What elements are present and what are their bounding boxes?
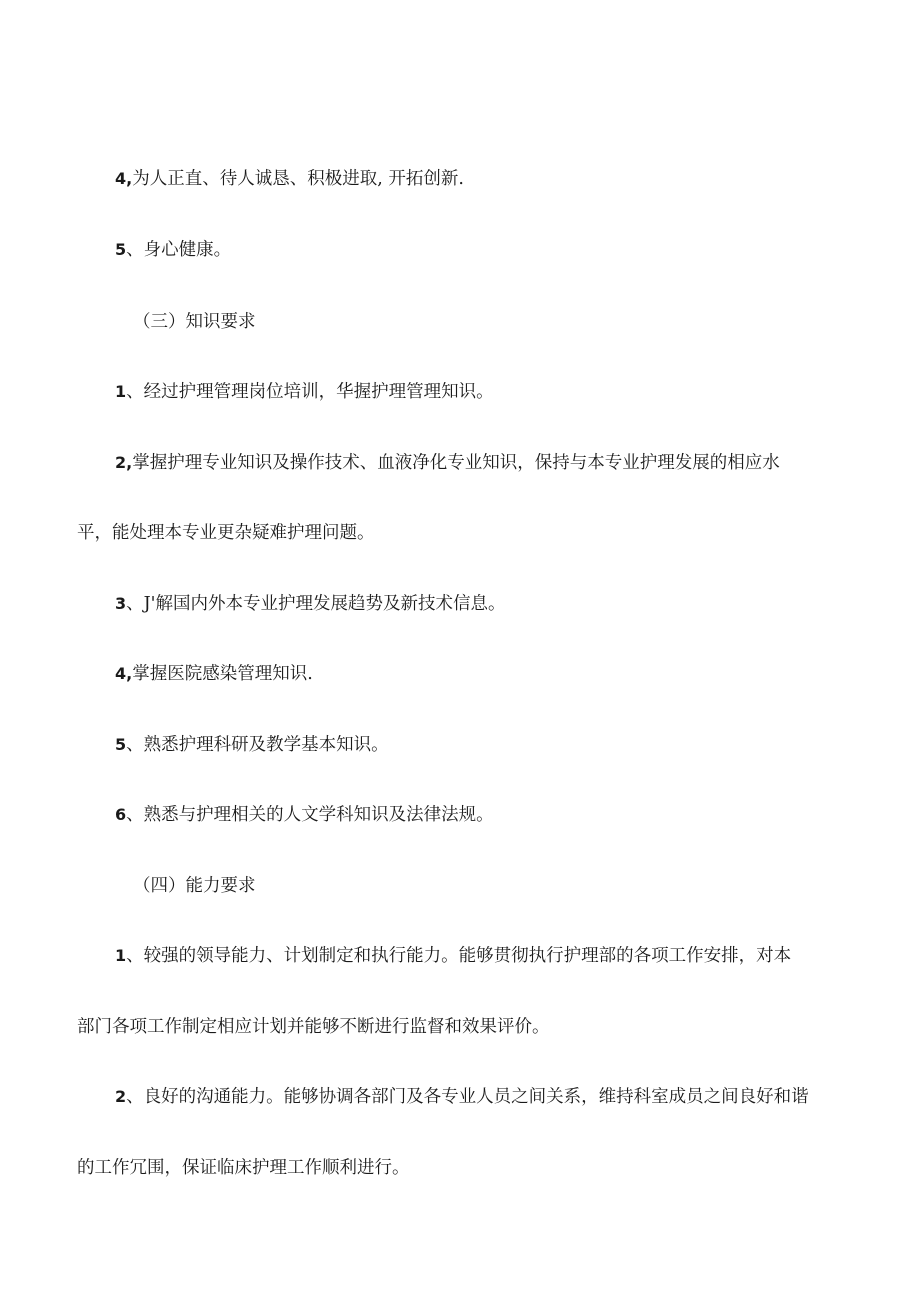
item-number: 2 <box>115 1087 127 1106</box>
item-number: 2, <box>115 453 133 472</box>
item-text: 、经过护理管理岗位培训，华握护理管理知识。 <box>126 382 494 402</box>
item-text: 、熟悉护理科研及教学基本知识。 <box>126 735 389 755</box>
paragraph-item-4-personal <box>0 167 920 191</box>
paragraph-ability-2-continued: 的工作冗围，保证临床护理工作顺利进行。 <box>77 1158 410 1178</box>
item-text: 、较强的领导能力、计划制定和执行能力。能够贯彻执行护理部的各项工作安排，对本 <box>126 946 792 966</box>
paragraph-knowledge-4 <box>0 662 920 686</box>
item-text: 、良好的沟通能力。能够协调各部门及各专业人员之间关系，维持科室成员之间良好和谐 <box>126 1087 809 1107</box>
paragraph-knowledge-2 <box>0 451 920 475</box>
item-number: 6 <box>115 805 127 824</box>
item-text: 为人正直、待人诚恳、积极进取, 开拓创新. <box>132 169 464 189</box>
item-text: 掌握护理专业知识及操作技术、血液净化专业知识，保持与本专业护理发展的相应水 <box>132 453 780 473</box>
item-text: 掌握医院感染管理知识. <box>132 664 313 684</box>
item-number: 1 <box>115 946 127 965</box>
item-number: 3 <box>115 594 127 613</box>
item-number: 4, <box>115 169 133 188</box>
paragraph-knowledge-5 <box>0 733 920 757</box>
item-text: 、J'解国内外本专业护理发展趋势及新技术信息。 <box>126 594 506 614</box>
item-number: 5 <box>115 735 127 754</box>
paragraph-knowledge-2-continued: 平，能处理本专业更杂疑难护理问题。 <box>77 523 375 543</box>
paragraph-knowledge-1 <box>0 380 920 404</box>
paragraph-ability-2 <box>0 1085 920 1109</box>
paragraph-knowledge-6 <box>0 803 920 827</box>
paragraph-ability-1 <box>0 944 920 968</box>
paragraph-knowledge-3 <box>0 592 920 616</box>
paragraph-item-5-health <box>0 238 920 262</box>
item-text: 、身心健康。 <box>126 240 232 260</box>
section-heading-ability: （四）能力要求 <box>133 876 256 896</box>
paragraph-ability-1-continued: 部门各项工作制定相应计划并能够不断进行监督和效果评价。 <box>77 1017 550 1037</box>
item-text: 、熟悉与护理相关的人文学科知识及法律法规。 <box>126 805 494 825</box>
item-number: 5 <box>115 240 127 259</box>
section-heading-knowledge: （三）知识要求 <box>133 312 256 332</box>
item-number: 1 <box>115 382 127 401</box>
item-number: 4, <box>115 664 133 683</box>
